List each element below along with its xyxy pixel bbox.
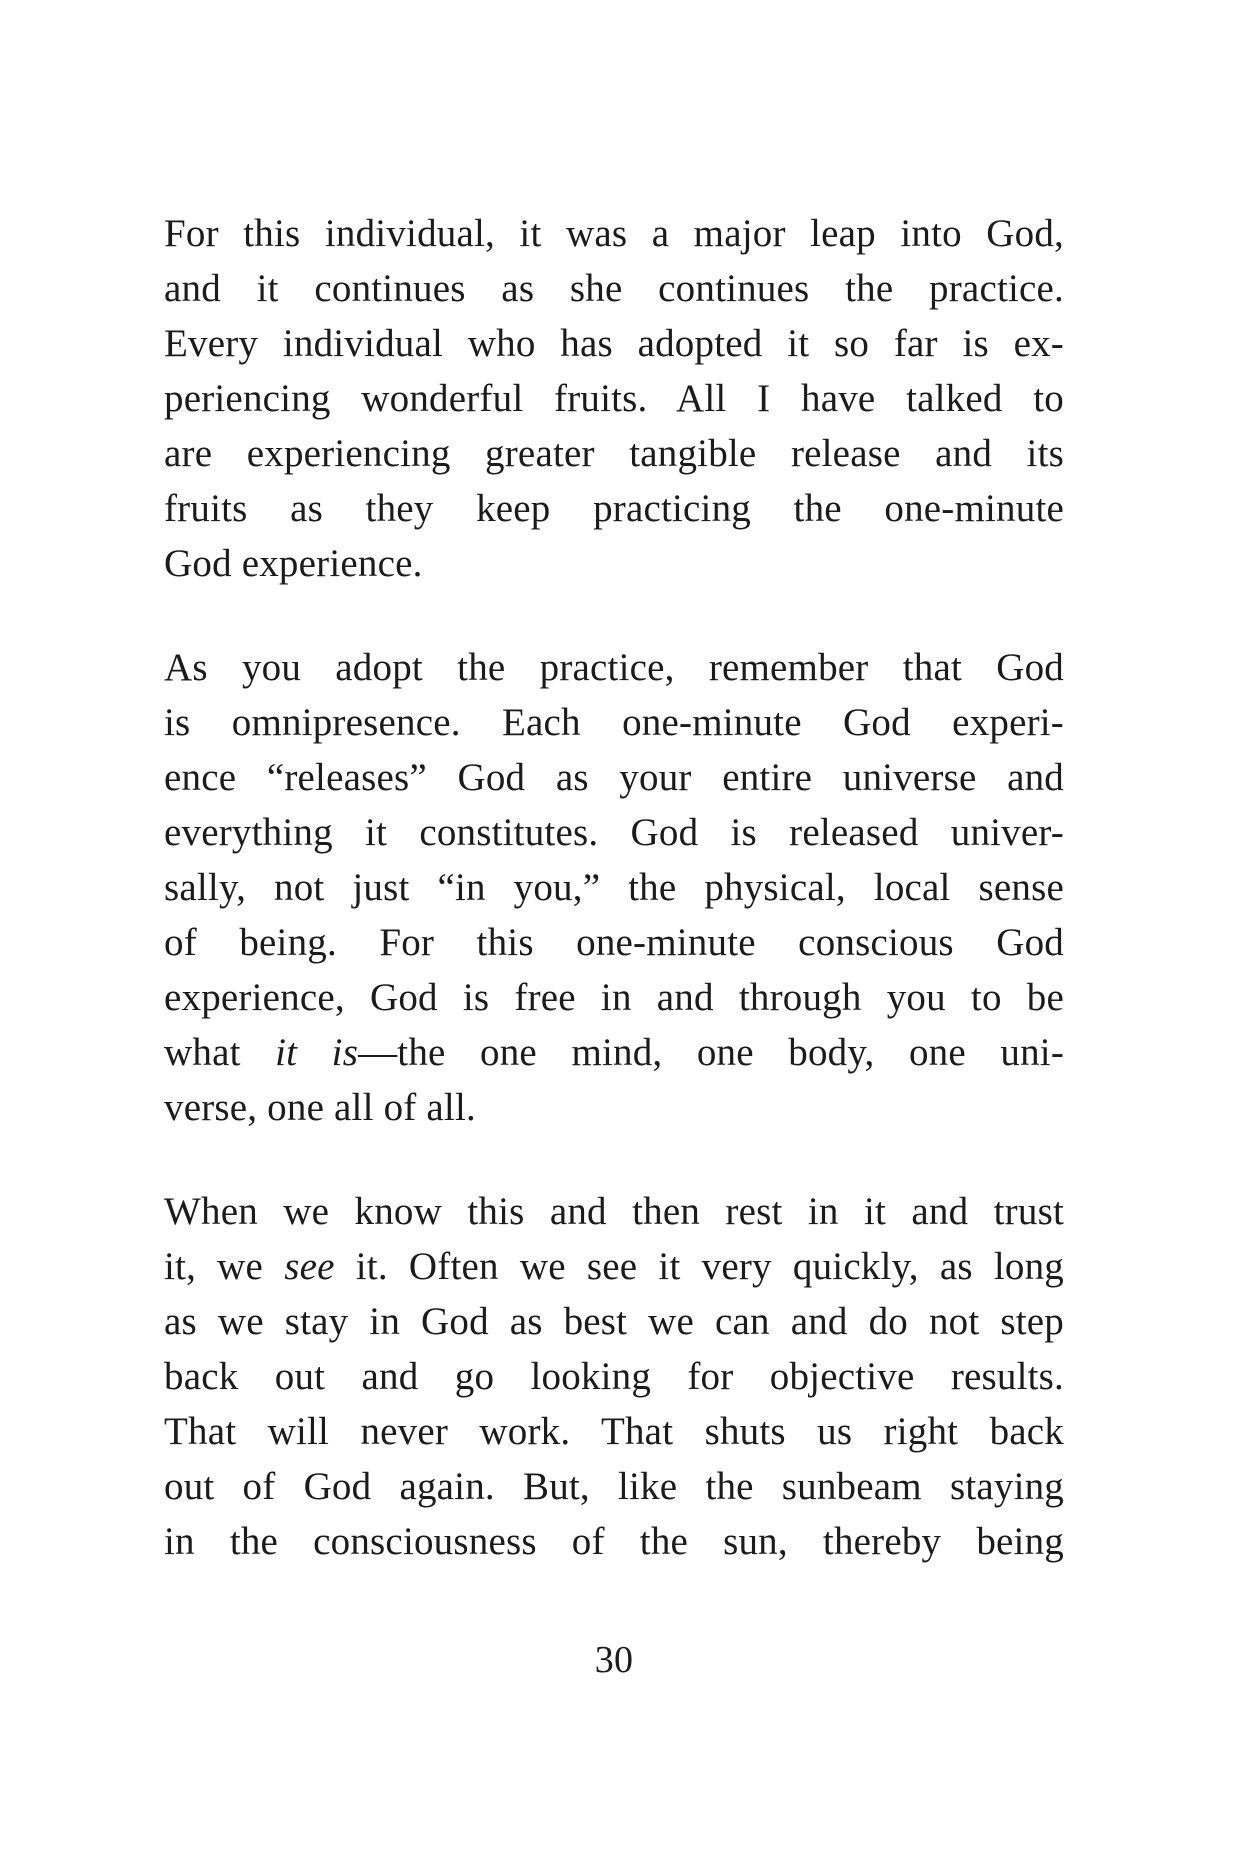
text-line [164, 1294, 1064, 1349]
text-segment: —the one mind, one body, one uni- [358, 1031, 1064, 1074]
text-segment: are experiencing greater tangible release and its [164, 432, 1064, 475]
text-line [164, 860, 1064, 915]
text-segment: When we know this and then rest in it and trust [164, 1190, 1064, 1233]
text-block [164, 206, 1064, 1688]
text-line [164, 695, 1064, 750]
text-line [164, 1349, 1064, 1404]
paragraph [164, 640, 1064, 1135]
text-segment: of being. For this one-minute conscious God [164, 921, 1064, 964]
text-line [164, 970, 1064, 1025]
text-line [164, 261, 1064, 316]
text-line [164, 1514, 1064, 1569]
text-segment: as we stay in God as best we can and do not step [164, 1300, 1064, 1343]
paragraph [164, 206, 1064, 591]
text-line [164, 316, 1064, 371]
text-segment: As you adopt the practice, remember that God [164, 646, 1064, 689]
text-segment: verse, one all of all. [164, 1086, 476, 1129]
text-segment: is omnipresence. Each one-minute God experi- [164, 701, 1064, 744]
text-line [164, 805, 1064, 860]
text-segment: back out and go looking for objective results. [164, 1355, 1064, 1398]
text-line [164, 1239, 1064, 1294]
text-segment: and it continues as she continues the practice. [164, 267, 1064, 310]
text-segment: periencing wonderful fruits. All I have talked to [164, 377, 1064, 420]
text-segment: experience, God is free in and through you to be [164, 976, 1064, 1019]
text-segment: in the consciousness of the sun, thereby being [164, 1520, 1064, 1563]
text-segment: everything it constitutes. God is released univer- [164, 811, 1064, 854]
text-segment: it, we [164, 1245, 285, 1288]
text-line [164, 1080, 1064, 1135]
text-segment: it. Often we see it very quickly, as long [334, 1245, 1065, 1288]
text-line [164, 915, 1064, 970]
text-line [164, 640, 1064, 695]
text-segment: ence “releases” God as your entire universe and [164, 756, 1064, 799]
text-line [164, 481, 1064, 536]
text-line [164, 426, 1064, 481]
text-line [164, 1184, 1064, 1239]
text-line [164, 206, 1064, 261]
page-number: 30 [594, 1639, 634, 1681]
italic-text: it is [275, 1031, 359, 1074]
text-line [164, 750, 1064, 805]
text-segment: God experience. [164, 542, 423, 585]
text-line [164, 1404, 1064, 1459]
text-segment: Every individual who has adopted it so far is ex- [164, 322, 1064, 365]
text-line [164, 371, 1064, 426]
text-line [164, 1459, 1064, 1514]
text-segment: out of God again. But, like the sunbeam staying [164, 1465, 1064, 1508]
text-segment: For this individual, it was a major leap into God, [164, 212, 1064, 255]
text-segment: what [164, 1031, 276, 1074]
text-segment: sally, not just “in you,” the physical, local sense [164, 866, 1064, 909]
text-segment: fruits as they keep practicing the one-minute [164, 487, 1064, 530]
text-line [164, 1025, 1064, 1080]
text-line [164, 536, 1064, 591]
paragraph [164, 1184, 1064, 1569]
text-segment: That will never work. That shuts us right back [164, 1410, 1064, 1453]
italic-text: see [284, 1245, 335, 1288]
